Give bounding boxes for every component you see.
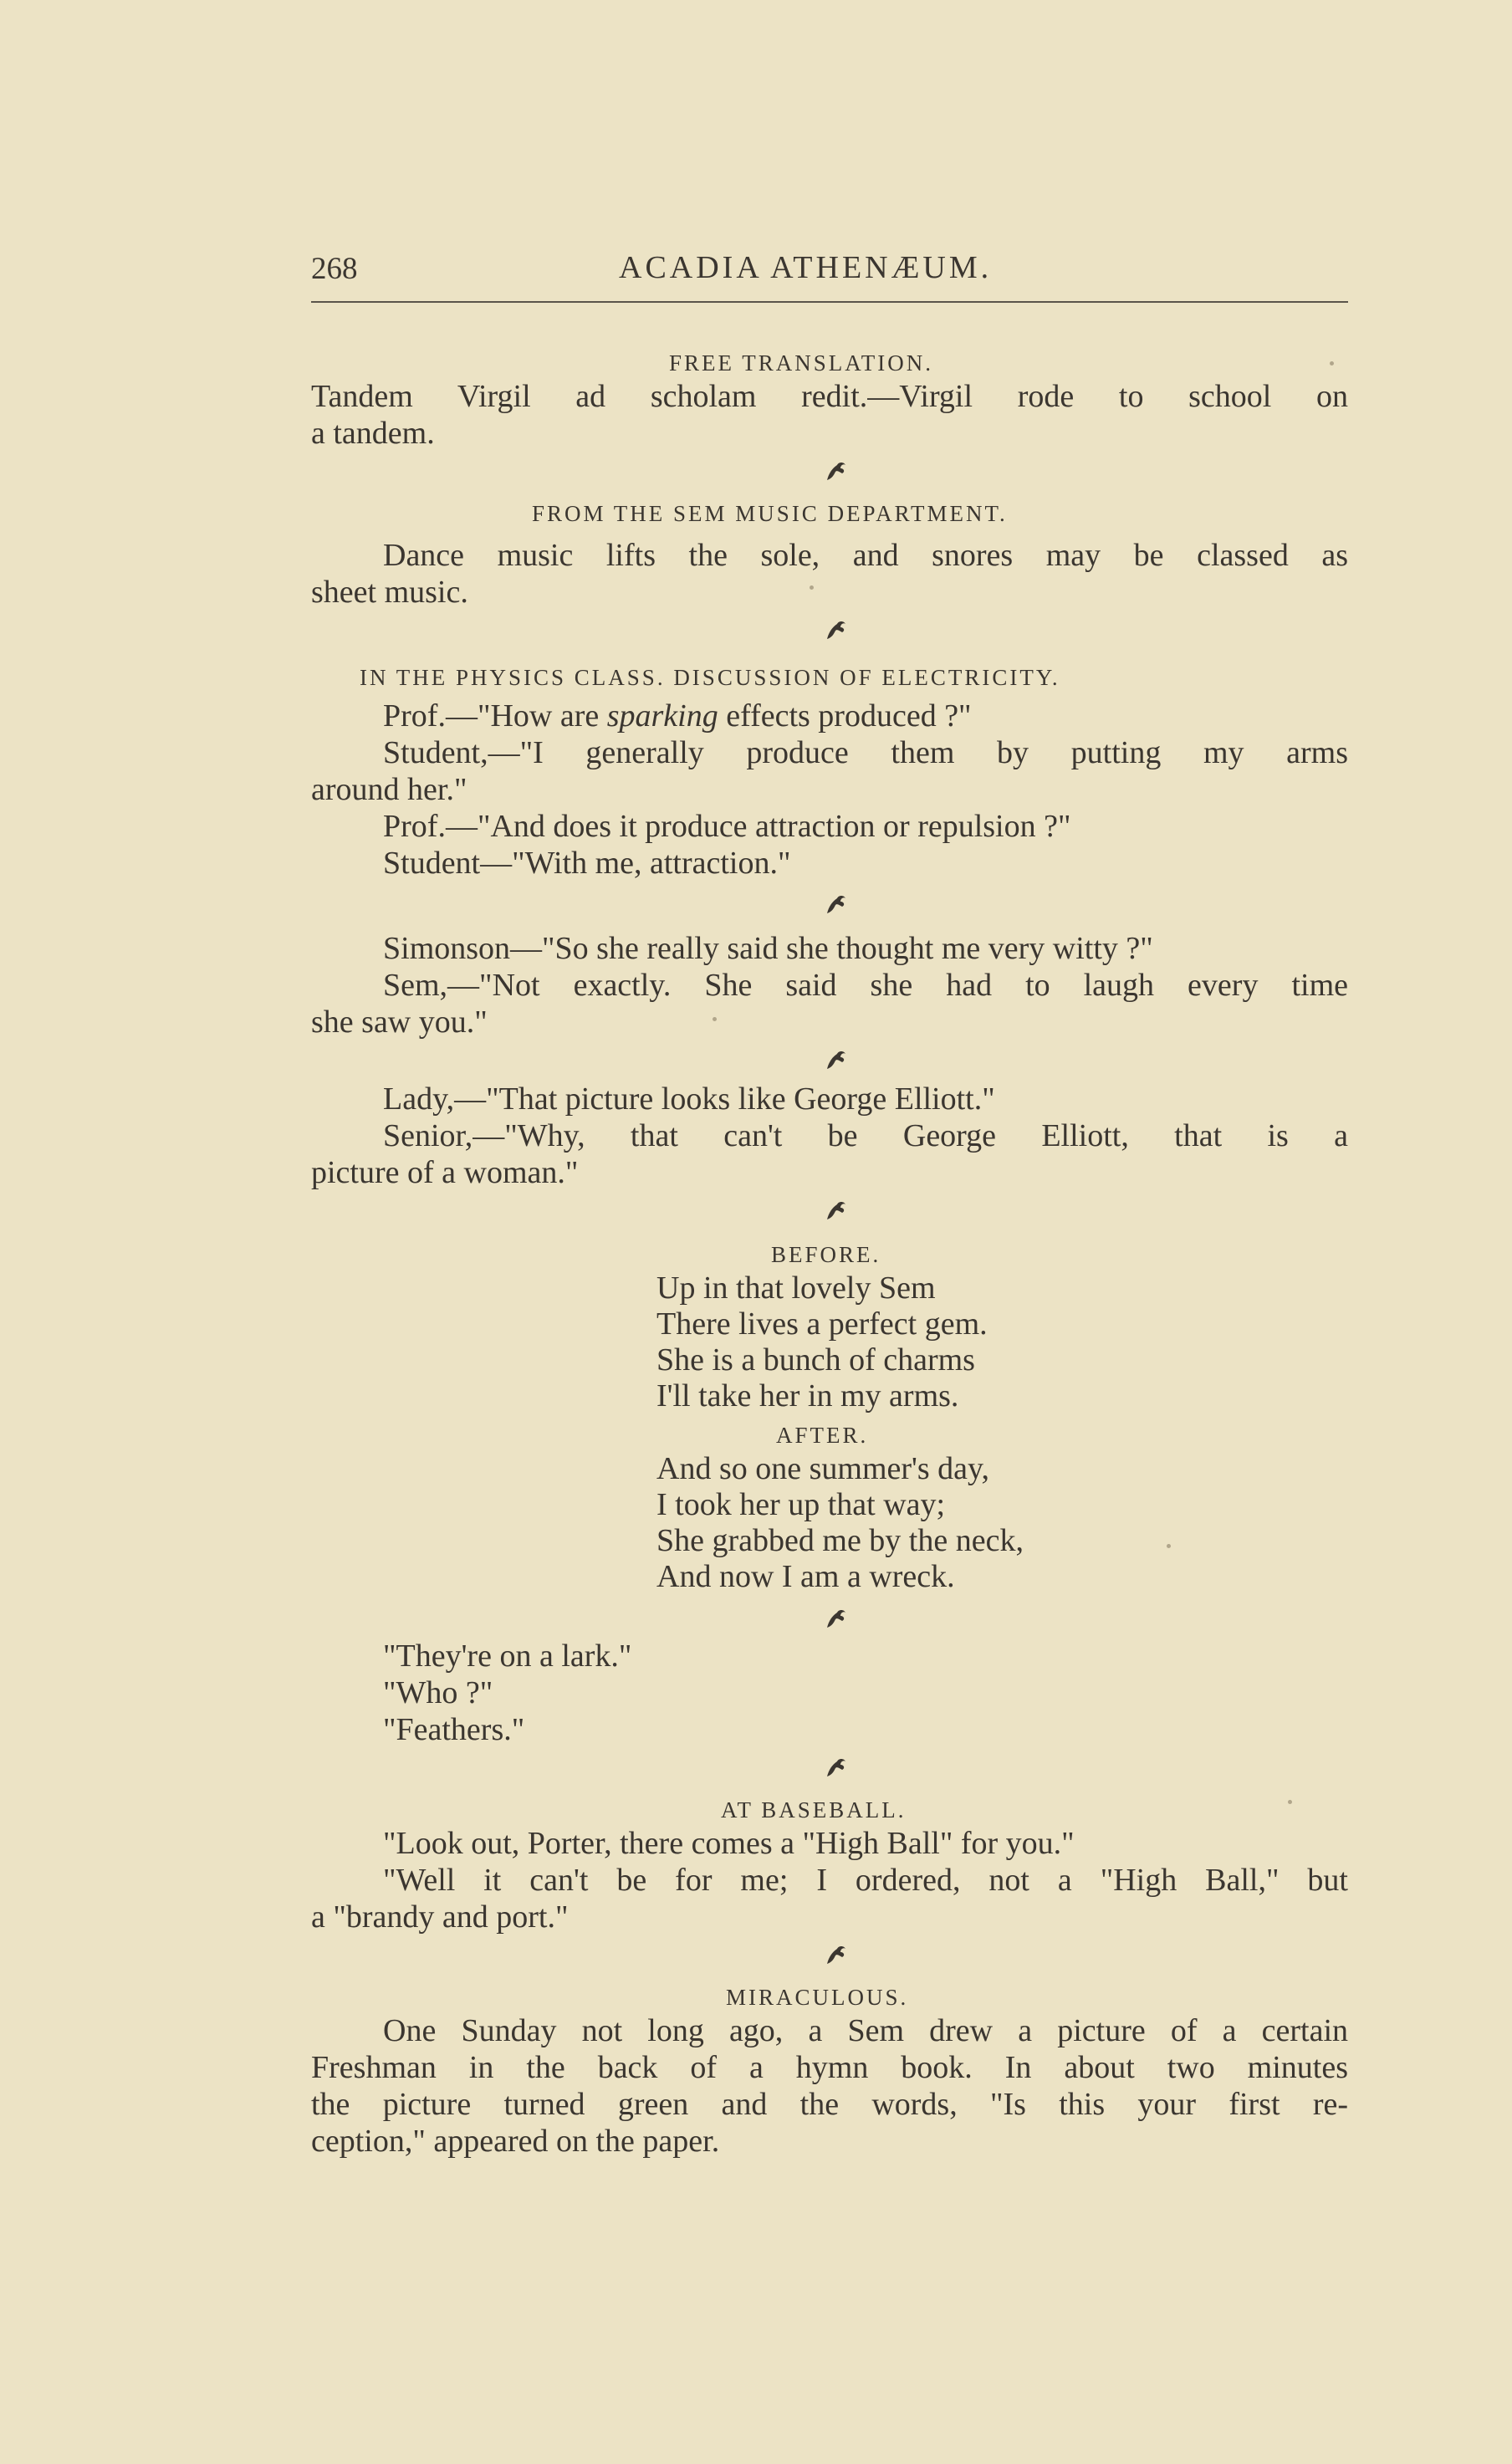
paper-speck [713,1017,717,1021]
fleuron-icon [824,1198,849,1223]
fleuron-icon [824,1047,849,1072]
poem-line: I took her up that way; [656,1487,946,1522]
heading-free-translation: FREE TRANSLATION. [669,350,934,376]
heading-baseball: AT BASEBALL. [721,1797,907,1822]
text-line: "Who ?" [383,1675,493,1710]
poem-line: And now I am a wreck. [656,1559,955,1594]
text-line: Lady,—"That picture looks like George Elliott." [383,1081,995,1117]
text-line: One Sunday not long ago, a Sem drew a picture of a certain [383,2013,1348,2048]
heading-before: BEFORE. [771,1242,881,1267]
poem-line: I'll take her in my arms. [656,1378,959,1413]
poem-line: Up in that lovely Sem [656,1270,936,1306]
text-line: ception," appeared on the paper. [311,2124,720,2159]
text-line: a tandem. [311,416,435,451]
text-line: "Look out, Porter, there comes a "High Ball" for you." [383,1826,1075,1861]
page-number: 268 [311,252,358,286]
text-line: she saw you." [311,1005,488,1040]
fleuron-icon [824,458,849,483]
text-line: Student,—"I generally produce them by putting my arms [383,735,1348,770]
running-head: ACADIA ATHENÆUM. [619,250,993,285]
poem-line: There lives a perfect gem. [656,1306,988,1342]
text-line: "They're on a lark." [383,1638,632,1674]
text-line: sheet music. [311,575,468,610]
paper-speck [1167,1544,1171,1548]
text-line: Prof.—"How are sparking effects produced ?" [383,698,972,734]
heading-physics-class: IN THE PHYSICS CLASS. DISCUSSION OF ELECTRICITY. [360,665,1060,690]
text-line: picture of a woman." [311,1155,579,1190]
text-line: around her." [311,772,467,807]
text-line: the picture turned green and the words, "Is this your first re- [311,2087,1348,2122]
text-line: Student—"With me, attraction." [383,846,791,881]
fleuron-icon [824,617,849,642]
fleuron-icon [824,1606,849,1631]
fleuron-icon [824,1755,849,1780]
text-line: Dance music lifts the sole, and snores may be classed as [383,538,1348,573]
fleuron-icon [824,1942,849,1967]
heading-miraculous: MIRACULOUS. [726,1985,909,2010]
paper-speck [810,585,814,590]
text-line: Freshman in the back of a hymn book. In about two minutes [311,2050,1348,2085]
text-line: a "brandy and port." [311,1899,569,1935]
italic-word: sparking [606,698,718,734]
paper-speck [1330,361,1334,366]
text-line: Sem,—"Not exactly. She said she had to laugh every time [383,968,1348,1003]
poem-line: And so one summer's day, [656,1451,990,1486]
text-line: Senior,—"Why, that can't be George Elliott, that is a [383,1118,1348,1153]
poem-line: She grabbed me by the neck, [656,1523,1024,1558]
heading-sem-music: FROM THE SEM MUSIC DEPARTMENT. [532,501,1008,526]
text-line: "Feathers." [383,1712,525,1747]
header-rule [311,301,1348,303]
paper-speck [1288,1800,1292,1804]
text-line: "Well it can't be for me; I ordered, not a "High Ball," but [383,1863,1348,1898]
text-line: Prof.—"And does it produce attraction or repulsion ?" [383,809,1071,844]
heading-after: AFTER. [776,1423,869,1448]
poem-line: She is a bunch of charms [656,1342,975,1378]
text-line: Simonson—"So she really said she thought me very witty ?" [383,931,1153,966]
text-line: Tandem Virgil ad scholam redit.—Virgil rode to school on [311,379,1348,414]
fleuron-icon [824,892,849,917]
